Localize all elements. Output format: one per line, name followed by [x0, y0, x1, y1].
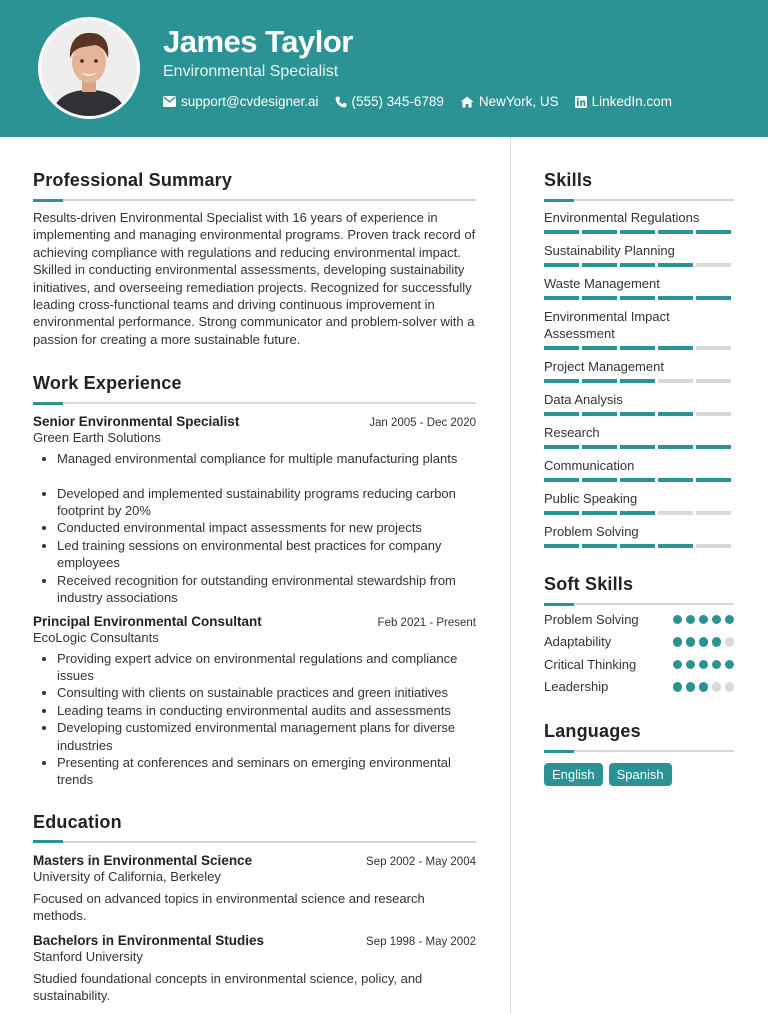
skill-level-bar [544, 412, 734, 416]
rating-dot-filled [673, 660, 683, 670]
skill-bar-segment-filled [544, 379, 579, 383]
skill-bar-segment-filled [544, 445, 579, 449]
education-entry [33, 853, 476, 925]
job-bullet: • Consulting with clients on sustainable practices and green initiatives [57, 684, 476, 701]
job-entry [33, 414, 476, 606]
skill-bar-segment-filled [696, 478, 731, 482]
degree-title: Masters in Environmental Science [33, 852, 253, 868]
section-rule [33, 199, 476, 201]
skill-item [544, 391, 734, 416]
rating-dot-filled [725, 615, 735, 625]
job-title: Senior Environmental Specialist [33, 414, 240, 430]
skill-bar-segment-filled [544, 412, 579, 416]
skill-bar-segment-filled [544, 230, 579, 234]
soft-skill-rating [673, 637, 735, 647]
skills-list [544, 209, 734, 548]
job-date: Feb 2021 - Present [377, 616, 476, 629]
skill-bar-segment-filled [620, 478, 655, 482]
skill-bar-segment-filled [620, 379, 655, 383]
job-bullet: • Leading teams in conducting environmental audits and assessments [57, 702, 476, 719]
skill-bar-segment-filled [582, 263, 617, 267]
summary-section [33, 170, 476, 348]
skill-name: Data Analysis [544, 392, 623, 407]
rating-dot-filled [686, 637, 696, 647]
rating-dot-empty [725, 637, 735, 647]
job-date: Jan 2005 - Dec 2020 [369, 417, 476, 430]
candidate-title: Environmental Specialist [163, 63, 339, 80]
skill-bar-segment-empty [696, 412, 731, 416]
rating-dot-filled [725, 660, 735, 670]
skill-level-bar [544, 263, 734, 267]
skill-bar-segment-filled [658, 478, 693, 482]
skill-name: Communication [544, 458, 635, 473]
soft-skill-name: Problem Solving [544, 611, 639, 627]
soft-skill-item [544, 656, 734, 673]
school-name: Stanford University [33, 948, 143, 964]
avatar-portrait-icon [41, 20, 137, 116]
envelope-icon [163, 96, 176, 107]
school-name: University of California, Berkeley [33, 868, 221, 884]
skill-bar-segment-empty [696, 544, 731, 548]
header-banner [0, 0, 768, 137]
soft-skill-item [544, 634, 734, 651]
skill-bar-segment-filled [582, 445, 617, 449]
rating-dot-filled [699, 660, 709, 670]
skill-bar-segment-filled [582, 346, 617, 350]
skill-bar-segment-filled [544, 478, 579, 482]
degree-title: Bachelors in Environmental Studies [33, 932, 265, 948]
skill-bar-segment-filled [696, 230, 731, 234]
education-heading: Education [33, 811, 122, 832]
skill-name: Research [544, 425, 600, 440]
skill-bar-segment-filled [582, 544, 617, 548]
language-tag: English [544, 763, 603, 786]
rating-dot-filled [712, 615, 722, 625]
rating-dot-filled [673, 615, 683, 625]
education-date: Sep 1998 - May 2002 [366, 935, 476, 948]
skill-bar-segment-filled [620, 445, 655, 449]
skill-name: Sustainability Planning [544, 243, 675, 258]
skill-item [544, 275, 734, 300]
skill-bar-segment-filled [582, 379, 617, 383]
soft-skill-item [544, 611, 734, 628]
column-divider [510, 137, 511, 1014]
skill-level-bar [544, 544, 734, 548]
rating-dot-empty [725, 682, 735, 692]
skill-bar-segment-filled [620, 511, 655, 515]
skill-bar-segment-filled [658, 445, 693, 449]
skill-bar-segment-filled [582, 478, 617, 482]
job-bullet: • Received recognition for outstanding environmental stewardship from industry associations [57, 572, 476, 607]
rating-dot-filled [699, 637, 709, 647]
rating-dot-filled [686, 615, 696, 625]
rating-dot-filled [686, 682, 696, 692]
experience-section [33, 373, 476, 789]
job-company: Green Earth Solutions [33, 430, 161, 446]
rating-dot-filled [673, 682, 683, 692]
skill-level-bar [544, 296, 734, 300]
skill-bar-segment-filled [620, 230, 655, 234]
job-bullet: • Developed and implemented sustainability programs reducing carbon footprint by 20% [57, 485, 476, 520]
skill-bar-segment-filled [620, 346, 655, 350]
contact-bar [163, 94, 672, 109]
job-bullet: • Conducted environmental impact assessments for new projects [57, 519, 476, 536]
summary-heading: Professional Summary [33, 170, 233, 190]
skill-bar-segment-empty [696, 511, 731, 515]
skills-heading: Skills [544, 170, 593, 190]
skill-item [544, 424, 734, 449]
education-description: Focused on advanced topics in environmental science and research methods. [33, 890, 425, 924]
phone-icon [335, 96, 347, 108]
skill-bar-segment-filled [582, 296, 617, 300]
skill-item [544, 242, 734, 267]
skill-bar-segment-filled [658, 230, 693, 234]
soft-skill-name: Adaptability [544, 634, 612, 650]
candidate-name: James Taylor [163, 24, 353, 59]
skill-item [544, 457, 734, 482]
soft-skill-rating [673, 615, 735, 625]
contact-phone-text: (555) 345-6789 [351, 94, 444, 109]
soft-skill-name: Critical Thinking [544, 656, 637, 672]
skill-bar-segment-filled [620, 296, 655, 300]
experience-heading: Work Experience [33, 373, 182, 394]
skill-bar-segment-filled [582, 412, 617, 416]
skill-item [544, 523, 734, 548]
linkedin-icon [575, 96, 587, 108]
skill-bar-segment-filled [658, 296, 693, 300]
languages-heading: Languages [544, 721, 641, 741]
skills-section [544, 170, 734, 548]
rating-dot-filled [673, 637, 683, 647]
skill-bar-segment-empty [658, 511, 693, 515]
section-rule [33, 402, 476, 404]
skill-name: Project Management [544, 359, 664, 374]
skill-bar-segment-filled [658, 412, 693, 416]
skill-bar-segment-filled [696, 296, 731, 300]
home-icon [460, 96, 474, 108]
main-column [33, 170, 476, 1004]
contact-linkedin-text: LinkedIn.com [591, 94, 672, 109]
language-tags [544, 763, 734, 786]
skill-level-bar [544, 511, 734, 515]
soft-skill-rating [673, 682, 735, 692]
skill-bar-segment-filled [544, 346, 579, 350]
skill-bar-segment-filled [544, 263, 579, 267]
skill-bar-segment-filled [620, 263, 655, 267]
contact-email-text: support@cvdesigner.ai [181, 94, 319, 109]
rating-dot-filled [712, 637, 722, 647]
contact-phone[interactable] [335, 94, 444, 109]
job-title: Principal Environmental Consultant [33, 613, 262, 629]
section-rule [544, 199, 734, 201]
education-date: Sep 2002 - May 2004 [366, 855, 476, 868]
skill-bar-segment-filled [544, 544, 579, 548]
job-bullet: • Led training sessions on environmental best practices for company employees [57, 537, 476, 572]
rating-dot-filled [712, 660, 722, 670]
avatar [38, 17, 140, 119]
skill-bar-segment-filled [696, 445, 731, 449]
rating-dot-filled [699, 615, 709, 625]
skill-bar-segment-filled [620, 412, 655, 416]
skill-name: Public Speaking [544, 491, 638, 506]
soft-skill-rating [673, 660, 735, 670]
skill-bar-segment-empty [696, 346, 731, 350]
section-rule [33, 841, 476, 843]
education-description: Studied foundational concepts in environmental science, policy, and sustainability. [33, 970, 423, 1003]
skill-bar-segment-filled [620, 544, 655, 548]
rating-dot-empty [712, 682, 722, 692]
rating-dot-filled [699, 682, 709, 692]
rating-dot-filled [686, 660, 696, 670]
job-entry [33, 614, 476, 789]
skill-bar-segment-empty [696, 263, 731, 267]
contact-location[interactable] [460, 94, 559, 109]
job-bullet: • Developing customized environmental management plans for diverse industries [57, 719, 476, 754]
section-rule [544, 603, 734, 605]
job-bullet: • Presenting at conferences and seminars on emerging environmental trends [57, 754, 476, 789]
skill-bar-segment-filled [544, 296, 579, 300]
soft-skill-item [544, 679, 734, 696]
skill-item [544, 308, 734, 350]
language-tag: Spanish [609, 763, 672, 786]
skill-bar-segment-filled [544, 511, 579, 515]
skill-bar-segment-filled [582, 230, 617, 234]
skill-level-bar [544, 230, 734, 234]
skill-item [544, 209, 734, 234]
skill-level-bar [544, 346, 734, 350]
soft-skills-heading: Soft Skills [544, 574, 634, 594]
skill-bar-segment-filled [658, 544, 693, 548]
skill-name: Problem Solving [544, 524, 639, 539]
soft-skill-name: Leadership [544, 679, 609, 695]
job-bullets [33, 450, 476, 606]
education-section [33, 812, 476, 1005]
skill-level-bar [544, 379, 734, 383]
skill-name: Waste Management [544, 276, 660, 291]
summary-text: Results-driven Environmental Specialist with 16 years of experience in implementing and managing environmental programs. Proven track record of achieving compliance with regulations and reducing environmental impact. Skilled in conducting environmental assessments, developing sustainability initiatives, and overseeing remediation projects. Recognized for successfully leading cross-functional teams and driving continuous improvement in environmental performance. Strong communicator and problem-solver with a passion for creating a more sustainable future. [33, 210, 476, 347]
job-bullets [33, 650, 476, 789]
contact-linkedin[interactable] [575, 94, 672, 109]
languages-section [544, 721, 734, 786]
skill-item [544, 358, 734, 383]
skill-item [544, 490, 734, 515]
job-bullet: • Managed environmental compliance for multiple manufacturing plants [57, 450, 476, 467]
skill-bar-segment-filled [658, 263, 693, 267]
contact-location-text: NewYork, US [478, 94, 559, 109]
skill-bar-segment-filled [582, 511, 617, 515]
contact-email[interactable] [163, 94, 319, 109]
skill-name: Environmental Impact Assessment [544, 309, 670, 341]
job-bullet: • Providing expert advice on environmental regulations and compliance issues [57, 650, 476, 685]
section-rule [544, 750, 734, 752]
education-entry [33, 933, 476, 1005]
skill-bar-segment-filled [658, 346, 693, 350]
skill-level-bar [544, 445, 734, 449]
skill-name: Environmental Regulations [544, 210, 700, 225]
skill-level-bar [544, 478, 734, 482]
job-company: EcoLogic Consultants [33, 629, 159, 645]
skill-bar-segment-empty [696, 379, 731, 383]
soft-skills-section [544, 574, 734, 695]
skill-bar-segment-empty [658, 379, 693, 383]
side-column [544, 170, 734, 786]
